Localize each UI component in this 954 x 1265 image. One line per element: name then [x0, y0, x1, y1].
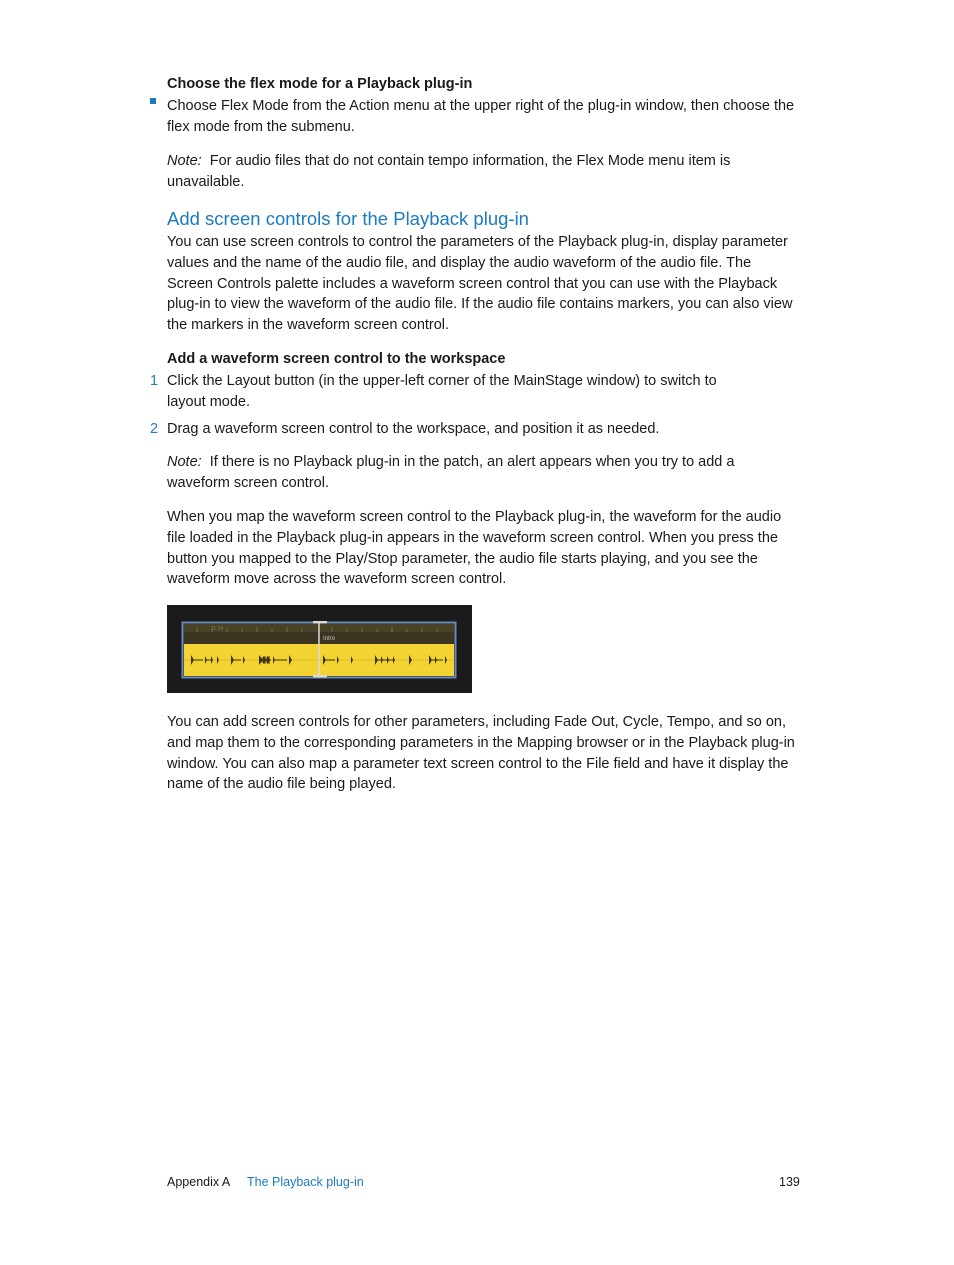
waveform-task-heading: Add a waveform screen control to the workspace	[167, 351, 506, 367]
waveform-screen-control-figure	[167, 605, 472, 693]
section-intro-paragraph: You can use screen controls to control the parameters of the Playback plug-in, display parameter values and the name of the audio file, and display the audio waveform of the audio file. The Screen Controls palette includes a waveform screen control that you can use with the Playback plug-in to view the waveform of the audio file. If the audio file contains markers, you can also view the markers in the waveform screen control.	[167, 234, 793, 334]
closing-paragraph: You can add screen controls for other parameters, including Fade Out, Cycle, Tempo, and so on, and map them to the corresponding parameters in the Mapping browser or in the Playback plug-in window. You can also map a parameter text screen control to the File field and have it display the name of the audio file being played.	[167, 714, 795, 793]
section-title: Add screen controls for the Playback plug-in	[167, 208, 529, 229]
bullet-marker	[150, 97, 158, 105]
footer-appendix: Appendix A	[167, 1175, 231, 1189]
flex-mode-bullet-text: Choose Flex Mode from the Action menu at the upper right of the plug-in window, then choose the flex mode from the submenu.	[167, 98, 795, 135]
ruler-label: 11 14	[211, 626, 224, 632]
step-1-number: 1	[150, 373, 159, 389]
marker-label: Intro	[323, 636, 336, 642]
waveform-note	[167, 452, 767, 494]
mapping-paragraph: When you map the waveform screen control to the Playback plug-in, the waveform for the audio file loaded in the Playback plug-in appears in the waveform screen control. When you press the button you mapped to the Play/Stop parameter, the audio file starts playing, and you see the waveform move across the waveform screen control.	[167, 509, 782, 588]
note-text: If there is no Playback plug-in in the patch, an alert appears when you try to add a waveform screen control.	[167, 454, 735, 491]
flex-mode-heading: Choose the flex mode for a Playback plug-in	[167, 76, 473, 92]
step-2-number: 2	[150, 421, 159, 437]
step-1-text: Click the Layout button (in the upper-left corner of the MainStage window) to switch to layout mode.	[167, 373, 717, 410]
flex-mode-note	[167, 151, 742, 193]
footer-chapter-link[interactable]: The Playback plug-in	[247, 1175, 364, 1189]
step-2-text: Drag a waveform screen control to the workspace, and position it as needed.	[167, 421, 660, 437]
page-number: 139	[779, 1175, 800, 1189]
note-text: For audio files that do not contain tempo information, the Flex Mode menu item is unavailable.	[167, 153, 731, 190]
note-label: Note:	[167, 153, 202, 169]
note-label: Note:	[167, 454, 202, 470]
